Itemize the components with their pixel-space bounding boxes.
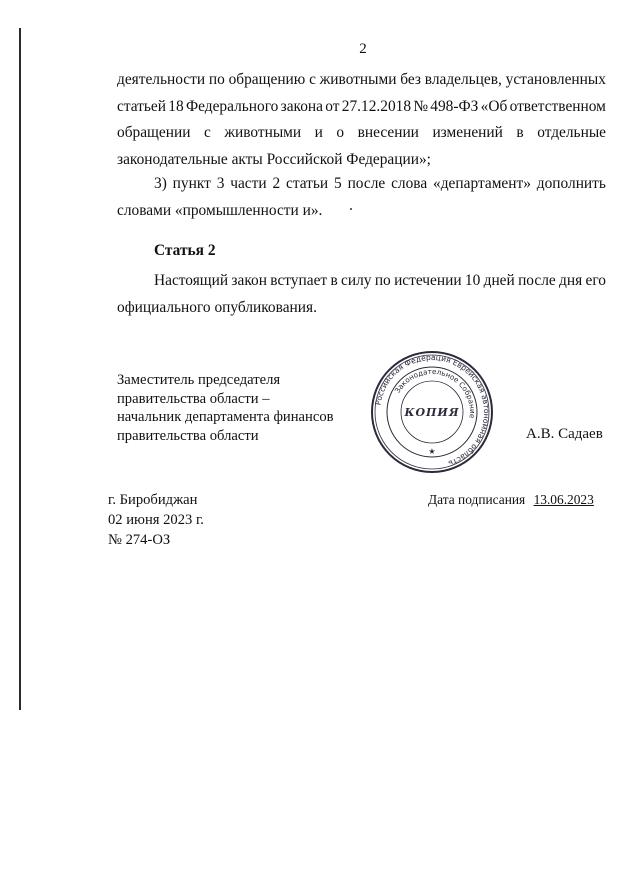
- word: дополнить: [536, 175, 606, 192]
- word: статьей: [117, 97, 166, 115]
- word: вступает: [270, 272, 328, 289]
- word: 3: [216, 175, 225, 192]
- paragraph-line: законодательные акты Российской Федерации»;: [117, 150, 431, 168]
- item-3-paragraph: [117, 171, 606, 224]
- word: ответственном: [509, 97, 606, 115]
- word: обращении: [117, 124, 191, 141]
- word: по: [374, 272, 391, 289]
- paragraph-line: [117, 67, 606, 94]
- word: Настоящий: [154, 272, 229, 289]
- place-date-number: [108, 490, 204, 550]
- word: 10: [464, 272, 481, 289]
- paragraph-continuation: [117, 67, 606, 173]
- city: г. Биробиджан: [108, 492, 198, 508]
- word: от: [325, 97, 340, 115]
- signer-position-line: правительства области –: [117, 390, 270, 407]
- signer-position-line: Заместитель председателя: [117, 372, 281, 388]
- word: 498-ФЗ: [430, 97, 479, 115]
- word: слова: [391, 175, 428, 192]
- word: и: [314, 124, 323, 141]
- word: животными: [319, 71, 397, 88]
- word: в: [516, 124, 524, 141]
- adoption-date: 02 июня 2023 г.: [108, 512, 204, 528]
- word: дня: [559, 272, 583, 289]
- signing-date-value: 13.06.2023: [533, 492, 594, 507]
- signer-name: А.В. Садаев: [526, 426, 603, 442]
- word: 2: [272, 175, 281, 192]
- word: Федерального: [185, 97, 279, 115]
- word: дней: [483, 272, 515, 289]
- word: по: [208, 71, 225, 88]
- signing-date-label: Дата подписания: [428, 492, 526, 507]
- word: без: [400, 71, 421, 88]
- signer-position-line: начальник департамента финансов: [117, 409, 334, 425]
- signer-position: [117, 371, 334, 445]
- word: 5: [334, 175, 342, 192]
- word: закон: [231, 272, 267, 289]
- scan-speck: [350, 208, 352, 210]
- article-heading: Статья 2: [154, 242, 216, 259]
- paragraph-line: словами «промышленности и».: [117, 201, 323, 219]
- seal-outer-text: Российская Федерация Еврейская автономная область: [373, 352, 492, 469]
- word: владельцев,: [424, 71, 502, 88]
- word: животными: [224, 124, 302, 141]
- word: о: [336, 124, 345, 141]
- word: отдельные: [537, 124, 606, 141]
- word: после: [347, 175, 386, 192]
- seal-center-text: КОПИЯ: [404, 406, 460, 419]
- word: с: [309, 71, 316, 88]
- word: пункт: [172, 175, 211, 192]
- paragraph-line: [117, 171, 606, 198]
- official-seal-stamp: [370, 350, 494, 474]
- paragraph-line: [117, 268, 606, 295]
- paragraph-line: официального опубликования.: [117, 298, 317, 316]
- signer-position-line: правительства области: [117, 427, 259, 444]
- word: изменений: [432, 124, 503, 141]
- article-2-paragraph: [117, 268, 606, 321]
- page-number: 2: [359, 41, 367, 57]
- word: №: [413, 97, 428, 115]
- page-edge-line: [19, 28, 21, 710]
- word: внесении: [357, 124, 419, 141]
- word: «департамент»: [433, 175, 531, 192]
- word: его: [585, 272, 606, 289]
- signing-date: [428, 492, 594, 508]
- word: истечении: [394, 272, 462, 289]
- word: обращению: [228, 71, 306, 88]
- word: деятельности: [117, 71, 206, 88]
- word: 27.12.2018: [341, 97, 412, 115]
- word: установленных: [505, 71, 606, 88]
- word: «Об: [480, 97, 508, 115]
- paragraph-line: [117, 94, 606, 121]
- paragraph-line: [117, 120, 606, 147]
- word: 3): [154, 175, 167, 192]
- word: с: [203, 124, 211, 141]
- word: в: [330, 272, 338, 289]
- word: силу: [341, 272, 372, 289]
- word: части: [230, 175, 267, 192]
- word: после: [518, 272, 556, 289]
- word: статьи: [286, 175, 329, 192]
- word: закона: [280, 97, 323, 115]
- seal-star-icon: ★: [428, 447, 436, 456]
- seal-inner-text: Законодательное Собрание: [392, 366, 478, 419]
- word: 18: [168, 97, 184, 115]
- law-number: № 274-ОЗ: [108, 532, 171, 548]
